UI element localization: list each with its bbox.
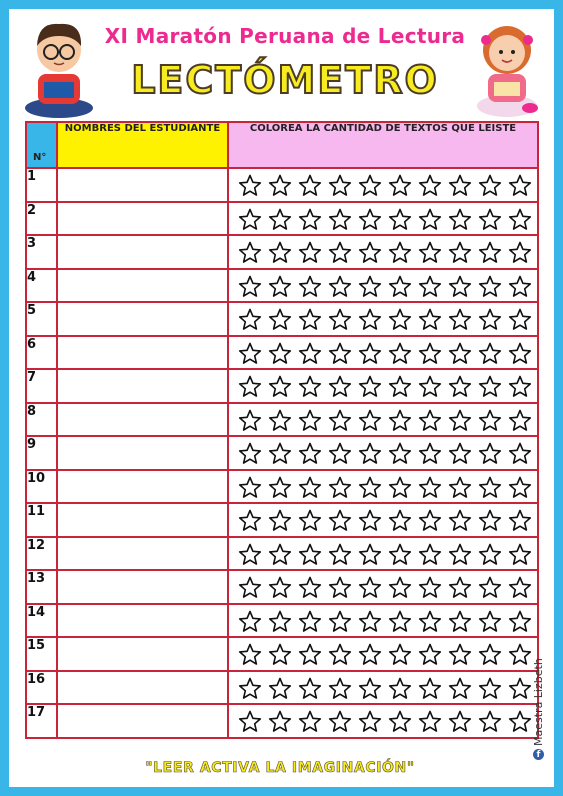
star-icon[interactable] <box>388 442 412 465</box>
star-icon[interactable] <box>388 576 412 599</box>
row-number: 17 <box>26 704 57 738</box>
table-row <box>26 470 538 504</box>
star-icon[interactable] <box>328 476 352 499</box>
star-icon[interactable] <box>358 576 382 599</box>
page-title: XI Maratón Peruana de Lectura <box>104 24 466 48</box>
star-icon[interactable] <box>298 409 322 432</box>
student-name-cell[interactable] <box>57 336 228 370</box>
row-number: 14 <box>26 604 57 638</box>
star-icon[interactable] <box>448 174 472 197</box>
star-icon[interactable] <box>268 275 292 298</box>
star-icon[interactable] <box>358 409 382 432</box>
star-icon[interactable] <box>328 308 352 331</box>
table-row <box>26 369 538 403</box>
star-icon[interactable] <box>508 275 532 298</box>
star-icon[interactable] <box>388 241 412 264</box>
star-icon[interactable] <box>448 275 472 298</box>
star-cell <box>228 604 538 638</box>
star-icon[interactable] <box>238 275 262 298</box>
row-number: 7 <box>26 369 57 403</box>
row-number: 3 <box>26 235 57 269</box>
star-icon[interactable] <box>388 543 412 566</box>
star-icon[interactable] <box>298 275 322 298</box>
star-icon[interactable] <box>298 174 322 197</box>
star-cell <box>228 336 538 370</box>
star-icon[interactable] <box>448 643 472 666</box>
row-number: 2 <box>26 202 57 236</box>
star-icon[interactable] <box>508 241 532 264</box>
star-icon[interactable] <box>268 442 292 465</box>
star-cell <box>228 403 538 437</box>
credit-line <box>532 658 545 760</box>
star-icon[interactable] <box>238 610 262 633</box>
star-icon[interactable] <box>388 677 412 700</box>
star-icon[interactable] <box>388 476 412 499</box>
star-cell <box>228 436 538 470</box>
star-icon[interactable] <box>358 174 382 197</box>
star-icon[interactable] <box>238 308 262 331</box>
student-name-cell[interactable] <box>57 604 228 638</box>
star-icon[interactable] <box>268 308 292 331</box>
star-icon[interactable] <box>358 208 382 231</box>
star-icon[interactable] <box>388 342 412 365</box>
star-icon[interactable] <box>268 543 292 566</box>
table-row <box>26 336 538 370</box>
star-cell <box>228 235 538 269</box>
table-row <box>26 403 538 437</box>
star-icon[interactable] <box>328 241 352 264</box>
star-icon[interactable] <box>388 308 412 331</box>
row-number: 10 <box>26 470 57 504</box>
star-icon[interactable] <box>358 509 382 532</box>
star-icon[interactable] <box>298 710 322 733</box>
star-row <box>229 174 537 197</box>
table-row <box>26 202 538 236</box>
star-icon[interactable] <box>358 710 382 733</box>
student-name-cell[interactable] <box>57 537 228 571</box>
student-name-cell[interactable] <box>57 470 228 504</box>
star-icon[interactable] <box>448 610 472 633</box>
star-row <box>229 275 537 298</box>
student-name-cell[interactable] <box>57 704 228 738</box>
star-icon[interactable] <box>388 643 412 666</box>
star-icon[interactable] <box>268 710 292 733</box>
star-icon[interactable] <box>298 610 322 633</box>
star-cell <box>228 704 538 738</box>
star-icon[interactable] <box>418 275 442 298</box>
row-number: 13 <box>26 570 57 604</box>
star-icon[interactable] <box>328 409 352 432</box>
row-number: 6 <box>26 336 57 370</box>
star-icon[interactable] <box>478 409 502 432</box>
star-icon[interactable] <box>508 342 532 365</box>
star-icon[interactable] <box>448 375 472 398</box>
table-row <box>26 704 538 738</box>
star-icon[interactable] <box>388 409 412 432</box>
star-icon[interactable] <box>508 576 532 599</box>
star-icon[interactable] <box>358 543 382 566</box>
star-icon[interactable] <box>268 677 292 700</box>
star-icon[interactable] <box>328 643 352 666</box>
star-icon[interactable] <box>268 409 292 432</box>
star-icon[interactable] <box>448 476 472 499</box>
page-subtitle: LECTÓMETRO <box>131 58 439 102</box>
header-number-cell <box>26 122 57 168</box>
student-name-cell[interactable] <box>57 369 228 403</box>
star-icon[interactable] <box>328 610 352 633</box>
star-icon[interactable] <box>478 610 502 633</box>
star-icon[interactable] <box>238 509 262 532</box>
star-icon[interactable] <box>448 409 472 432</box>
star-icon[interactable] <box>328 543 352 566</box>
reading-table <box>25 121 539 739</box>
star-icon[interactable] <box>268 476 292 499</box>
star-cell <box>228 671 538 705</box>
star-icon[interactable] <box>508 174 532 197</box>
star-icon[interactable] <box>478 241 502 264</box>
facebook-icon: f <box>533 749 544 760</box>
table-row <box>26 671 538 705</box>
star-icon[interactable] <box>448 576 472 599</box>
star-icon[interactable] <box>298 342 322 365</box>
star-icon[interactable] <box>448 543 472 566</box>
star-row <box>229 543 537 566</box>
star-row <box>229 643 537 666</box>
row-number: 16 <box>26 671 57 705</box>
star-icon[interactable] <box>478 677 502 700</box>
star-icon[interactable] <box>268 576 292 599</box>
student-name-cell[interactable] <box>57 637 228 671</box>
star-row <box>229 476 537 499</box>
star-icon[interactable] <box>448 509 472 532</box>
star-row <box>229 208 537 231</box>
student-name-cell[interactable] <box>57 570 228 604</box>
star-icon[interactable] <box>358 610 382 633</box>
star-icon[interactable] <box>298 643 322 666</box>
star-icon[interactable] <box>238 342 262 365</box>
star-icon[interactable] <box>238 576 262 599</box>
star-icon[interactable] <box>478 375 502 398</box>
star-icon[interactable] <box>448 308 472 331</box>
star-icon[interactable] <box>508 476 532 499</box>
table-header-row <box>26 122 538 168</box>
star-icon[interactable] <box>298 241 322 264</box>
star-icon[interactable] <box>418 543 442 566</box>
star-icon[interactable] <box>268 610 292 633</box>
star-row <box>229 375 537 398</box>
star-row <box>229 241 537 264</box>
star-icon[interactable] <box>298 543 322 566</box>
star-cell <box>228 470 538 504</box>
star-icon[interactable] <box>478 509 502 532</box>
table-row <box>26 302 538 336</box>
star-icon[interactable] <box>508 543 532 566</box>
star-row <box>229 342 537 365</box>
star-icon[interactable] <box>298 375 322 398</box>
star-cell <box>228 369 538 403</box>
star-icon[interactable] <box>298 442 322 465</box>
star-icon[interactable] <box>358 308 382 331</box>
star-cell <box>228 570 538 604</box>
table-row <box>26 235 538 269</box>
star-icon[interactable] <box>238 241 262 264</box>
credit-text: Maestra Lizbeth <box>532 658 545 746</box>
star-icon[interactable] <box>448 677 472 700</box>
star-row <box>229 610 537 633</box>
star-icon[interactable] <box>268 241 292 264</box>
star-icon[interactable] <box>358 643 382 666</box>
star-icon[interactable] <box>238 174 262 197</box>
star-icon[interactable] <box>328 275 352 298</box>
row-number: 5 <box>26 302 57 336</box>
star-icon[interactable] <box>238 543 262 566</box>
star-icon[interactable] <box>268 643 292 666</box>
star-icon[interactable] <box>328 509 352 532</box>
star-icon[interactable] <box>478 710 502 733</box>
star-icon[interactable] <box>418 308 442 331</box>
star-icon[interactable] <box>418 509 442 532</box>
student-name-cell[interactable] <box>57 436 228 470</box>
student-name-cell[interactable] <box>57 671 228 705</box>
star-icon[interactable] <box>358 375 382 398</box>
row-number: 12 <box>26 537 57 571</box>
star-icon[interactable] <box>418 241 442 264</box>
table-row <box>26 604 538 638</box>
star-cell <box>228 302 538 336</box>
table-row <box>26 168 538 202</box>
star-icon[interactable] <box>298 476 322 499</box>
star-icon[interactable] <box>478 476 502 499</box>
star-icon[interactable] <box>328 208 352 231</box>
star-row <box>229 409 537 432</box>
star-icon[interactable] <box>478 576 502 599</box>
star-icon[interactable] <box>328 710 352 733</box>
table-row <box>26 503 538 537</box>
table-row <box>26 537 538 571</box>
star-icon[interactable] <box>478 308 502 331</box>
star-icon[interactable] <box>268 509 292 532</box>
row-number: 4 <box>26 269 57 303</box>
star-icon[interactable] <box>508 610 532 633</box>
star-icon[interactable] <box>388 375 412 398</box>
star-icon[interactable] <box>358 476 382 499</box>
star-icon[interactable] <box>238 409 262 432</box>
star-icon[interactable] <box>508 509 532 532</box>
star-icon[interactable] <box>418 342 442 365</box>
star-icon[interactable] <box>298 677 322 700</box>
star-icon[interactable] <box>238 710 262 733</box>
row-number: 11 <box>26 503 57 537</box>
star-row <box>229 710 537 733</box>
star-icon[interactable] <box>478 342 502 365</box>
table-row <box>26 269 538 303</box>
star-icon[interactable] <box>268 342 292 365</box>
star-icon[interactable] <box>418 643 442 666</box>
star-icon[interactable] <box>448 342 472 365</box>
star-icon[interactable] <box>358 442 382 465</box>
star-icon[interactable] <box>448 241 472 264</box>
student-name-cell[interactable] <box>57 403 228 437</box>
star-cell <box>228 537 538 571</box>
star-icon[interactable] <box>298 308 322 331</box>
star-icon[interactable] <box>298 509 322 532</box>
student-name-cell[interactable] <box>57 302 228 336</box>
star-icon[interactable] <box>268 174 292 197</box>
star-icon[interactable] <box>328 677 352 700</box>
star-icon[interactable] <box>508 710 532 733</box>
star-icon[interactable] <box>358 275 382 298</box>
star-cell <box>228 637 538 671</box>
star-row <box>229 509 537 532</box>
star-icon[interactable] <box>328 576 352 599</box>
star-icon[interactable] <box>418 710 442 733</box>
star-icon[interactable] <box>268 375 292 398</box>
star-icon[interactable] <box>478 643 502 666</box>
star-row <box>229 308 537 331</box>
star-icon[interactable] <box>418 476 442 499</box>
star-cell <box>228 503 538 537</box>
star-icon[interactable] <box>508 208 532 231</box>
header-number-label: N° <box>33 152 47 163</box>
star-icon[interactable] <box>448 442 472 465</box>
motto-text: "LEER ACTIVA LA IMAGINACIÓN" <box>145 760 415 776</box>
student-name-cell[interactable] <box>57 235 228 269</box>
star-icon[interactable] <box>478 275 502 298</box>
star-icon[interactable] <box>508 409 532 432</box>
star-row <box>229 677 537 700</box>
row-number: 9 <box>26 436 57 470</box>
star-icon[interactable] <box>508 677 532 700</box>
star-icon[interactable] <box>358 677 382 700</box>
table-body <box>26 168 538 738</box>
star-icon[interactable] <box>418 375 442 398</box>
star-icon[interactable] <box>478 442 502 465</box>
star-icon[interactable] <box>508 375 532 398</box>
header-stars-cell: COLOREA LA CANTIDAD DE TEXTOS QUE LEISTE <box>228 122 538 168</box>
star-icon[interactable] <box>478 543 502 566</box>
star-icon[interactable] <box>388 710 412 733</box>
star-icon[interactable] <box>508 442 532 465</box>
star-icon[interactable] <box>388 610 412 633</box>
star-icon[interactable] <box>508 643 532 666</box>
star-icon[interactable] <box>418 610 442 633</box>
star-icon[interactable] <box>418 576 442 599</box>
table-row <box>26 570 538 604</box>
star-icon[interactable] <box>418 677 442 700</box>
star-icon[interactable] <box>388 509 412 532</box>
table-row <box>26 637 538 671</box>
star-icon[interactable] <box>298 208 322 231</box>
star-row <box>229 576 537 599</box>
row-number: 15 <box>26 637 57 671</box>
student-name-cell[interactable] <box>57 168 228 202</box>
table-row <box>26 436 538 470</box>
star-icon[interactable] <box>238 442 262 465</box>
star-icon[interactable] <box>328 375 352 398</box>
star-icon[interactable] <box>448 208 472 231</box>
star-icon[interactable] <box>238 677 262 700</box>
star-cell <box>228 202 538 236</box>
star-icon[interactable] <box>508 308 532 331</box>
star-icon[interactable] <box>238 208 262 231</box>
star-icon[interactable] <box>478 208 502 231</box>
star-cell <box>228 168 538 202</box>
star-icon[interactable] <box>298 576 322 599</box>
star-icon[interactable] <box>268 208 292 231</box>
star-icon[interactable] <box>388 174 412 197</box>
star-icon[interactable] <box>388 275 412 298</box>
star-cell <box>228 269 538 303</box>
star-icon[interactable] <box>418 442 442 465</box>
row-number: 1 <box>26 168 57 202</box>
star-icon[interactable] <box>358 342 382 365</box>
header-name-cell: NOMBRES DEL ESTUDIANTE <box>57 122 228 168</box>
star-icon[interactable] <box>328 342 352 365</box>
star-icon[interactable] <box>418 208 442 231</box>
star-row <box>229 442 537 465</box>
row-number: 8 <box>26 403 57 437</box>
student-name-cell[interactable] <box>57 503 228 537</box>
student-name-cell[interactable] <box>57 202 228 236</box>
star-icon[interactable] <box>448 710 472 733</box>
star-icon[interactable] <box>238 375 262 398</box>
student-name-cell[interactable] <box>57 269 228 303</box>
star-icon[interactable] <box>328 174 352 197</box>
star-icon[interactable] <box>418 409 442 432</box>
star-icon[interactable] <box>238 476 262 499</box>
girl-reading-illustration <box>470 12 544 120</box>
boy-reading-illustration <box>22 12 96 120</box>
star-icon[interactable] <box>418 174 442 197</box>
star-icon[interactable] <box>388 208 412 231</box>
star-icon[interactable] <box>328 442 352 465</box>
star-icon[interactable] <box>238 643 262 666</box>
star-icon[interactable] <box>478 174 502 197</box>
star-icon[interactable] <box>358 241 382 264</box>
